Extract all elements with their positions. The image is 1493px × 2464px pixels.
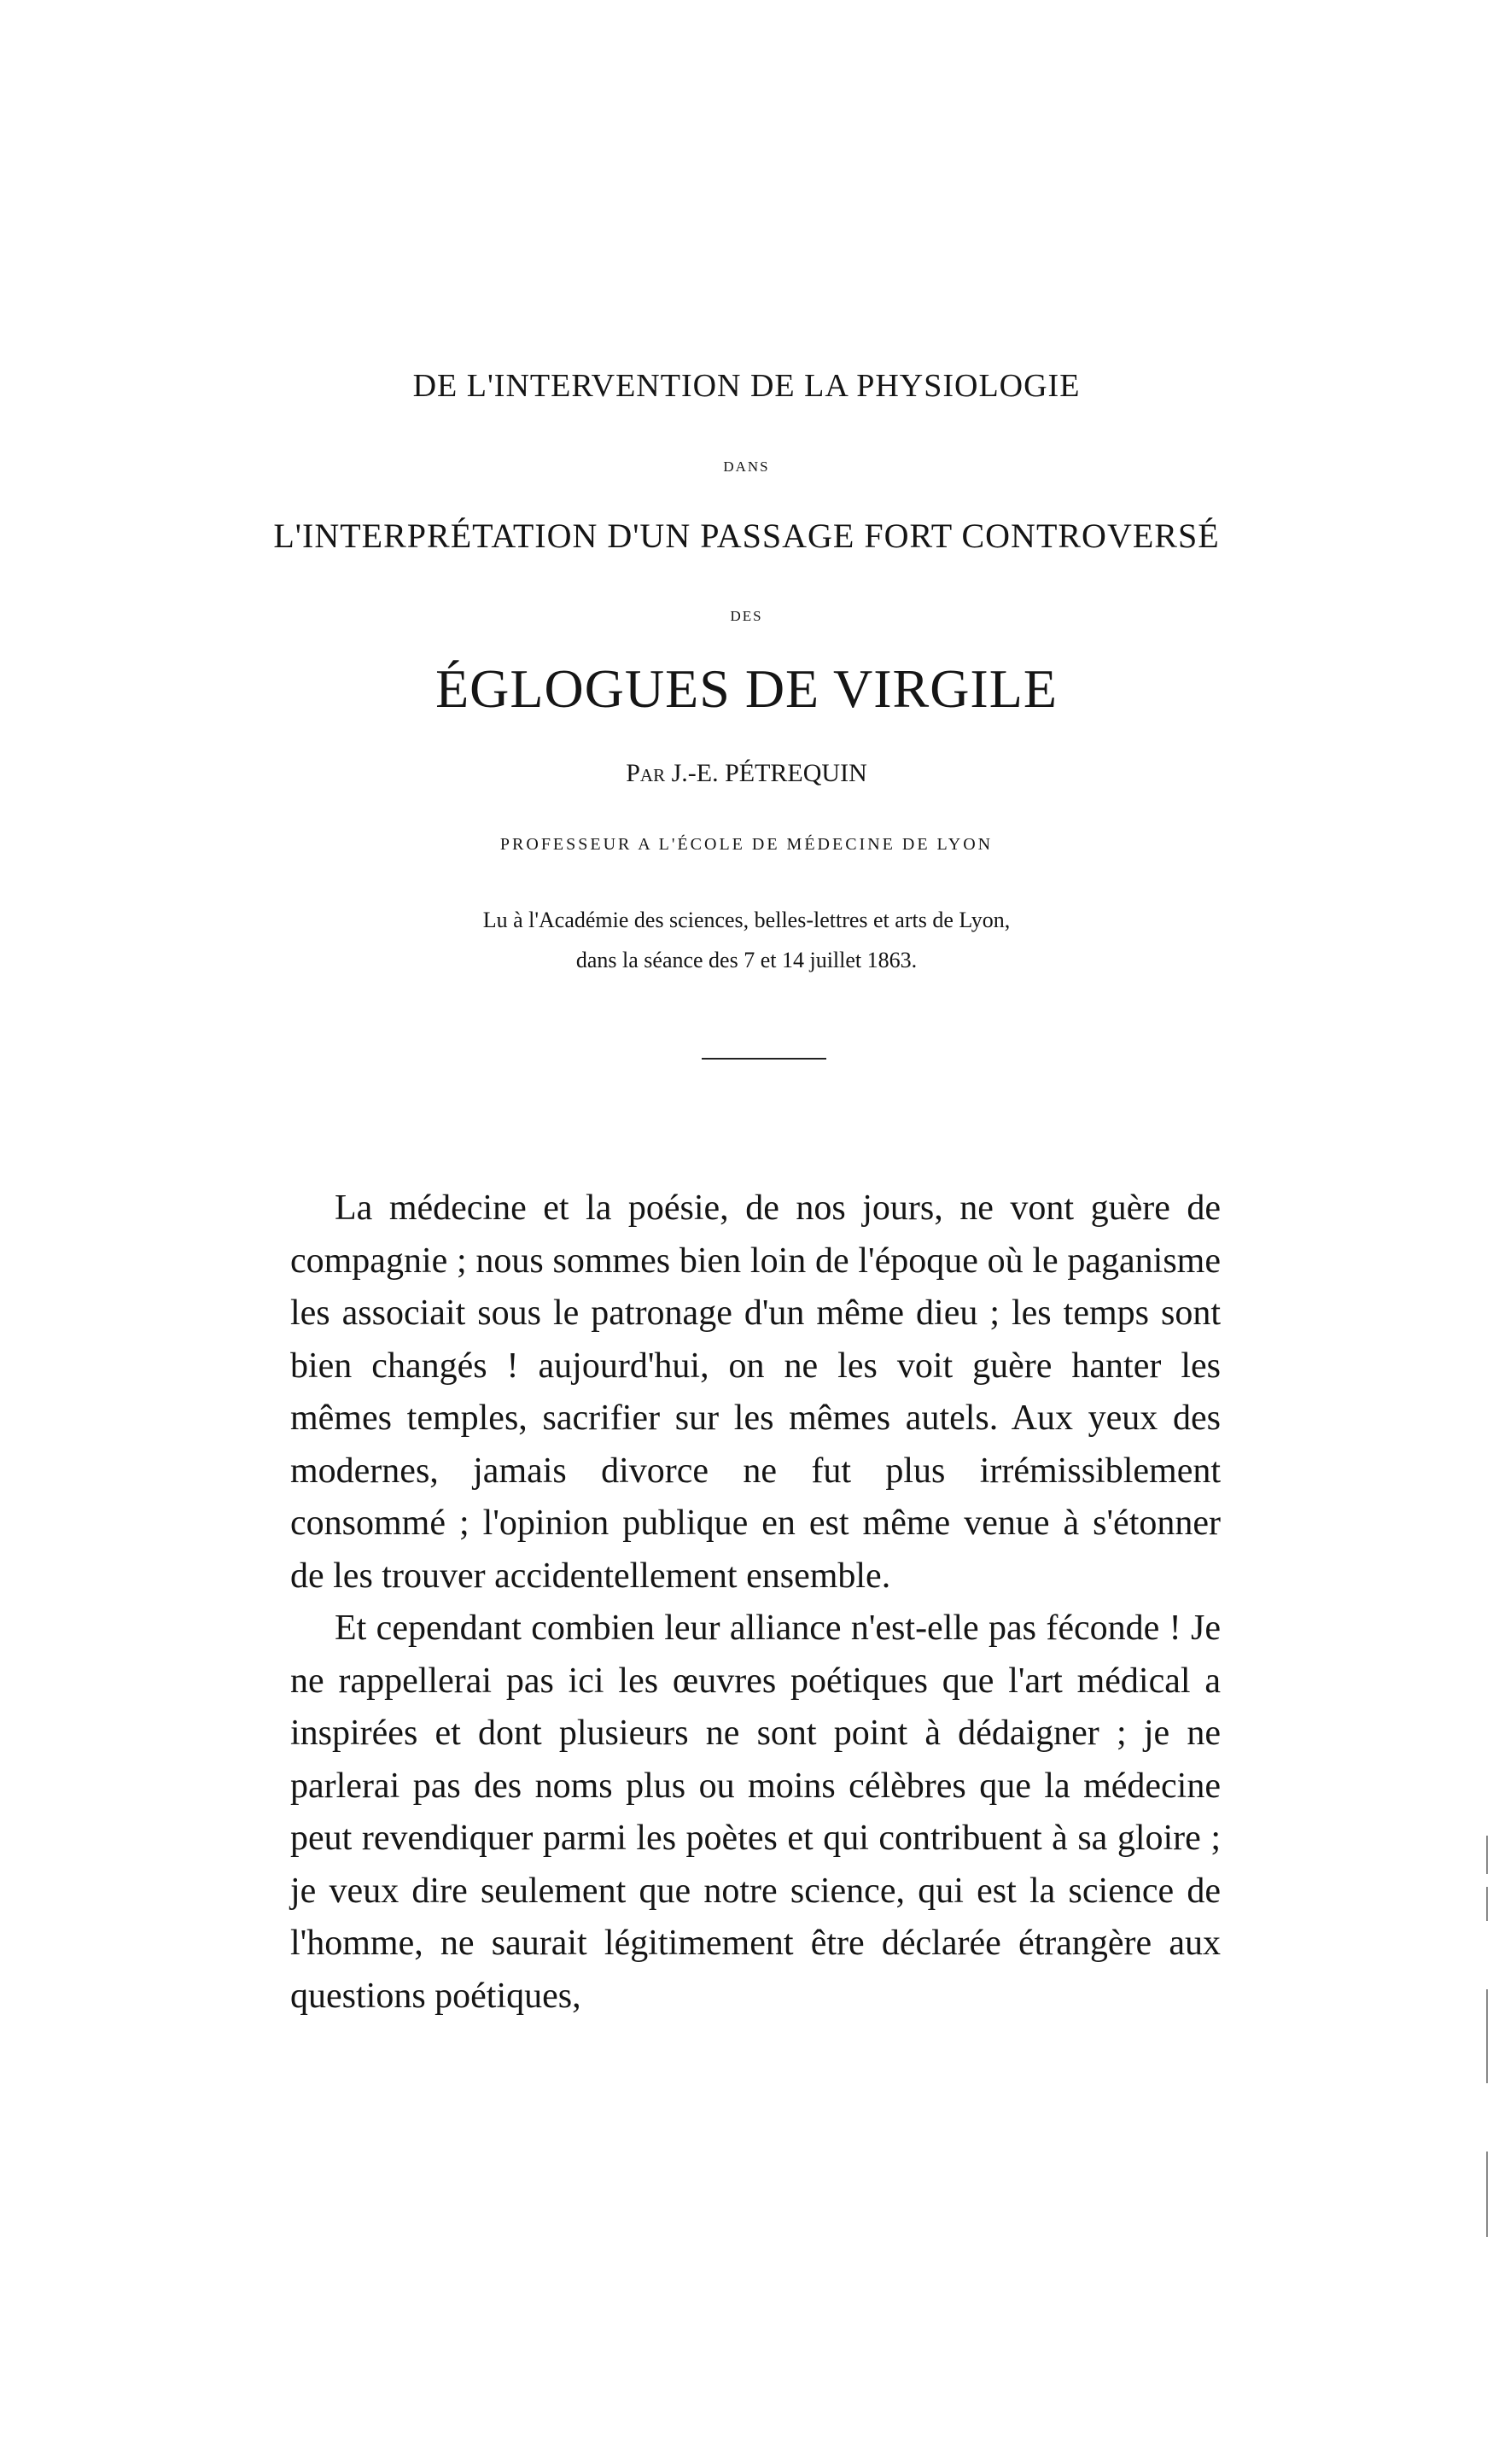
title-line-1: DE L'INTERVENTION DE LA PHYSIOLOGIE <box>412 368 1081 404</box>
author-name: J.-E. PÉTREQUIN <box>671 759 867 787</box>
title-connector-des: DES <box>730 608 763 624</box>
title-connector-dans: DANS <box>723 458 770 475</box>
title-line-2: L'INTERPRÉTATION D'UN PASSAGE FORT CONTROVERSÉ <box>273 517 1220 555</box>
author-prefix: Par <box>626 759 666 787</box>
reading-note-line-2: dans la séance des 7 et 14 juillet 1863. <box>575 948 918 972</box>
scan-margin-mark <box>1486 1989 1488 2083</box>
paragraph-2: Et cependant combien leur alliance n'est-elle pas féconde ! Je ne rappellerai pas ici les œuvres poétiques que l'art médical a inspirées et dont plusieurs ne sont point à dédaigner ; je ne parlerai pas des noms plus ou moins célèbres que la médecine peut revendiquer parmi les poètes et qui contribuent à sa gloire ; je veux dire seulement que notre science, qui est la science de l'homme, ne saurait légitimement être déclarée étrangère aux questions poétiques, <box>290 1609 1221 2016</box>
scan-margin-mark <box>1486 1836 1488 1874</box>
reading-note-line-1: Lu à l'Académie des sciences, belles-lettres et arts de Lyon, <box>482 908 1011 932</box>
body-text <box>290 1182 1221 2023</box>
author-line <box>0 759 1493 788</box>
scan-margin-mark <box>1486 2152 1488 2237</box>
paragraph-1: La médecine et la poésie, de nos jours, ne vont guère de compagnie ; nous sommes bien loin de l'époque où le paganisme les associait sous le patronage d'un même dieu ; les temps sont bien changés ! aujourd'hui, on ne les voit guère hanter les mêmes temples, sacrifier sur les mêmes autels. Aux yeux des modernes, jamais divorce ne fut plus irrémissiblement consommé ; l'opinion publique en est même venue à s'étonner de les trouver accidentellement ensemble. <box>290 1188 1221 1596</box>
separator-rule <box>702 1058 826 1060</box>
scan-margin-mark <box>1486 1887 1488 1921</box>
author-title: PROFESSEUR A L'ÉCOLE DE MÉDECINE DE LYON <box>499 835 994 854</box>
main-title: ÉGLOGUES DE VIRGILE <box>435 658 1058 719</box>
